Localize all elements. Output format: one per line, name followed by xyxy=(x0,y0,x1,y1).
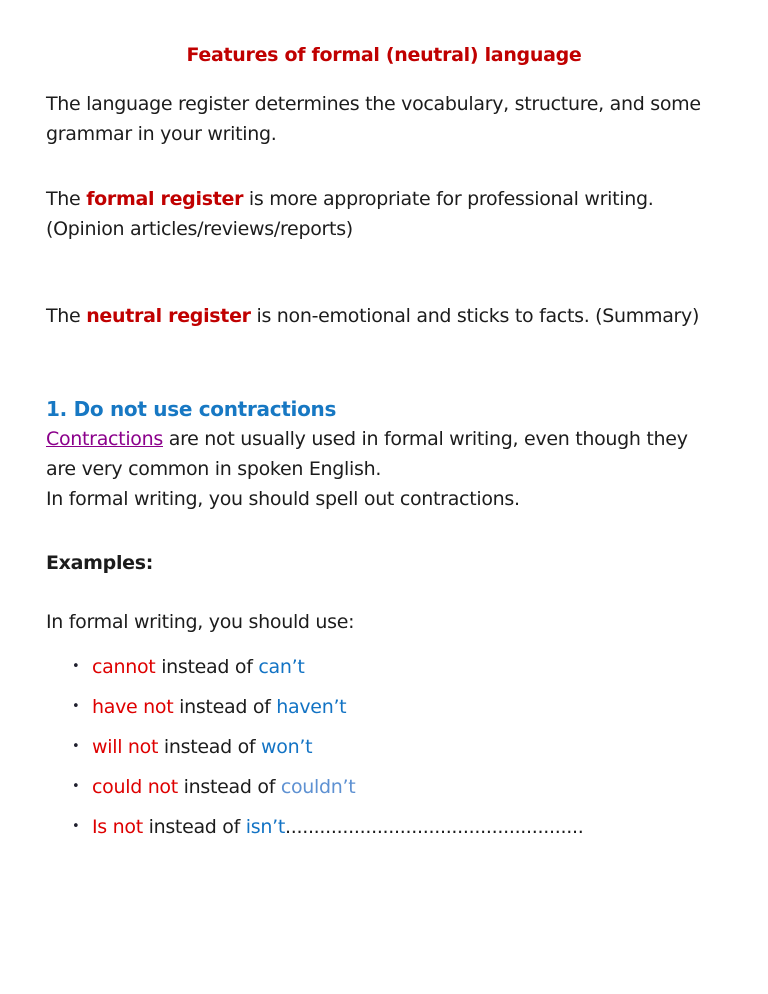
text-run: is non-emotional and sticks to facts. (Summary) xyxy=(250,305,700,327)
bullet-icon: • xyxy=(72,819,80,834)
formal-form-word: will not xyxy=(92,736,159,758)
list-item xyxy=(46,692,722,722)
use-intro-line: In formal writing, you should use: xyxy=(46,611,355,633)
neutral-register-term: neutral register xyxy=(86,305,251,327)
neutral-register-paragraph xyxy=(46,301,722,331)
text-run: instead of xyxy=(173,696,277,718)
text-run: The xyxy=(46,188,87,210)
bullet-icon: • xyxy=(72,739,80,754)
formal-register-paragraph xyxy=(46,184,722,244)
text-run: instead of xyxy=(142,816,246,838)
text-run: are not usually used in formal writing, even though they are very common in spoken English. xyxy=(46,428,688,480)
spell-out-line: In formal writing, you should spell out contractions. xyxy=(46,488,520,510)
list-item xyxy=(46,812,722,842)
bullet-icon: • xyxy=(72,699,80,714)
document-title: Features of formal (neutral) language xyxy=(186,44,582,66)
contraction-word: can’t xyxy=(258,656,305,678)
bullet-icon: • xyxy=(72,659,80,674)
list-item xyxy=(46,732,722,762)
text-run: instead of xyxy=(158,736,262,758)
formal-form-word: cannot xyxy=(92,656,156,678)
text-run: instead of xyxy=(177,776,281,798)
list-item xyxy=(46,772,722,802)
text-run: is more appropriate for professional writing. (Opinion articles/reviews/reports) xyxy=(46,188,654,240)
text-run: instead of xyxy=(155,656,259,678)
contraction-word: won’t xyxy=(261,736,313,758)
contraction-word: haven’t xyxy=(276,696,347,718)
formal-form-word: Is not xyxy=(92,816,143,838)
bullet-icon: • xyxy=(72,779,80,794)
list-item xyxy=(46,652,722,682)
formal-register-term: formal register xyxy=(86,188,244,210)
intro-paragraph: The language register determines the vocabulary, structure, and some grammar in your writing. xyxy=(46,93,701,145)
examples-label: Examples: xyxy=(46,552,154,574)
contractions-link[interactable]: Contractions xyxy=(46,428,163,450)
formal-form-word: have not xyxy=(92,696,174,718)
contraction-word: isn’t xyxy=(245,816,285,838)
text-run: The xyxy=(46,305,87,327)
contractions-paragraph xyxy=(46,424,722,484)
contraction-word: couldn’t xyxy=(280,776,356,798)
dotted-line: .................................................... xyxy=(284,816,584,838)
contractions-example-list xyxy=(46,652,722,842)
section-heading-contractions: 1. Do not use contractions xyxy=(46,397,337,421)
formal-form-word: could not xyxy=(92,776,178,798)
